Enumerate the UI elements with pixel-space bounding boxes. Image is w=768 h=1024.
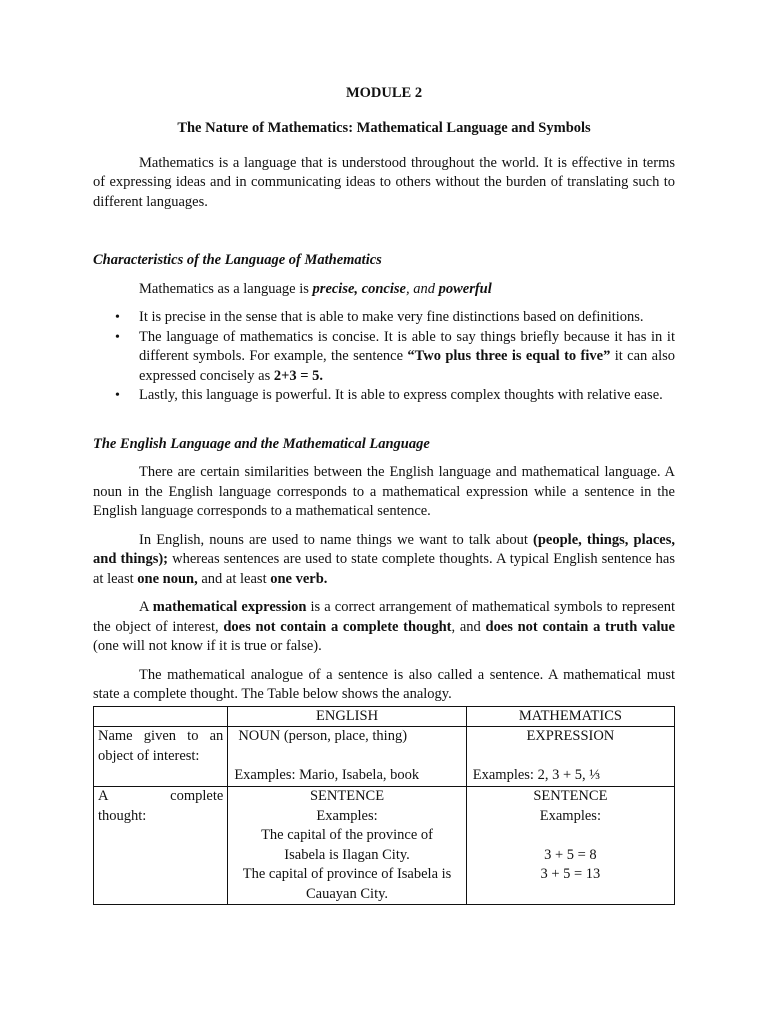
- lead-concise: concise: [361, 280, 406, 297]
- table-header-english: ENGLISH: [228, 706, 466, 727]
- table-cell-math: [466, 727, 674, 787]
- row2-label-right: complete: [170, 788, 224, 804]
- row2-math-title: SENTENCE: [533, 788, 608, 804]
- row2-english-examples-label: Examples:: [316, 807, 378, 824]
- table-cell-english: [228, 727, 466, 787]
- module-number: MODULE 2: [345, 85, 423, 101]
- bullet-dot-icon: •: [115, 329, 120, 345]
- section-heading-characteristics: Characteristics of the Language of Mathematics: [93, 252, 382, 268]
- nouns-text-2: whereas sentences are used to state complete thoughts. A typical English sentence has at least: [93, 551, 675, 587]
- row2-math-example-2: 3 + 5 = 13: [540, 866, 601, 882]
- intro-paragraph: Mathematics is a language that is understood throughout the world. It is effective in terms of expressing ideas and in communicating ideas to others without the burden of translating such to different languages.: [93, 154, 675, 210]
- row2-label-left: A: [98, 788, 109, 804]
- analogy-table: [93, 706, 675, 906]
- characteristics-list: [93, 308, 675, 406]
- list-item: [93, 308, 675, 328]
- row2-english-title: SENTENCE: [309, 788, 385, 804]
- row1-math-examples: Examples: 2, 3 + 5, ⅓: [472, 767, 601, 783]
- nouns-bold-1: (people, things, places, and things);: [93, 531, 676, 567]
- characteristics-lead: [93, 280, 675, 300]
- lead-prefix: Mathematics as a language is: [139, 280, 313, 297]
- bullet-dot-icon: •: [115, 310, 120, 325]
- document-title: The Nature of Mathematics: Mathematical Language and Symbols: [177, 120, 591, 136]
- similarities-paragraph: There are certain similarities between the English language and mathematical language. A noun in the English language corresponds to a mathematical expression while a sentence in the English language corresponds to a mathematical sentence.: [93, 464, 675, 519]
- table-header-row: [94, 706, 675, 727]
- lead-precise: precise,: [312, 280, 362, 297]
- expression-text-4: (one will not know if it is true or false).: [93, 638, 322, 654]
- nouns-paragraph: [93, 531, 675, 590]
- bullet-concise-bold-2: 2+3 = 5.: [273, 367, 324, 384]
- expression-bold-2: does not contain a complete thought: [223, 618, 452, 635]
- expression-bold-1: mathematical expression: [152, 599, 307, 615]
- row1-label: Name given to an object of interest:: [98, 728, 224, 764]
- table-cell-english: [228, 787, 466, 905]
- table-cell-math: [466, 787, 674, 905]
- document-page: [93, 84, 675, 905]
- row2-english-example-1: The capital of the province of Isabela is Ilagan City.: [261, 827, 433, 863]
- nouns-text-1: In English, nouns are used to name things we want to talk about: [139, 531, 534, 548]
- row1-english-examples: Examples: Mario, Isabela, book: [234, 767, 420, 783]
- nouns-bold-2: one noun,: [137, 570, 198, 587]
- table-row: [94, 727, 675, 787]
- table-header-blank: [94, 706, 228, 727]
- expression-paragraph: [93, 598, 675, 657]
- lead-sep: , and: [405, 280, 439, 297]
- expression-text-3: , and: [451, 618, 486, 635]
- bullet-powerful-text: Lastly, this language is powerful. It is able to express complex thoughts with relative ease.: [139, 387, 663, 403]
- table-header-math: MATHEMATICS: [466, 706, 674, 727]
- table-row: [94, 787, 675, 905]
- nouns-bold-3: one verb.: [270, 570, 328, 587]
- lead-powerful: powerful: [438, 280, 492, 297]
- section-heading-english-math: The English Language and the Mathematical Language: [93, 435, 430, 452]
- bullet-concise-text-1: The language of mathematics is concise. It is able to say things briefly because it has in it different symbols. For example, the sentence: [139, 328, 675, 364]
- table-cell-label: [94, 787, 228, 905]
- row2-math-examples-label: Examples:: [539, 807, 601, 824]
- expression-bold-3: does not contain a truth value: [485, 618, 675, 635]
- row1-math-title: EXPRESSION: [526, 728, 615, 744]
- row2-math-example-1: 3 + 5 = 8: [544, 846, 597, 863]
- bullet-concise-bold-1: “Two plus three is equal to five”: [407, 348, 611, 364]
- row2-english-example-2: The capital of province of Isabela is Cauayan City.: [242, 866, 452, 902]
- bullet-dot-icon: •: [115, 388, 120, 403]
- expression-text-2: is a correct arrangement of mathematical symbols to represent the object of interest,: [93, 599, 675, 635]
- nouns-text-3: and at least: [197, 570, 271, 587]
- analogue-paragraph: The mathematical analogue of a sentence is also called a sentence. A mathematical must state a complete thought. The Table below shows the analogy.: [93, 666, 675, 702]
- row2-label-line2: thought:: [98, 807, 147, 824]
- row2-label-line1: [98, 787, 223, 807]
- bullet-concise-text-2: it can also expressed concisely as: [139, 348, 675, 384]
- list-item: [93, 386, 675, 406]
- expression-text-1: A: [139, 599, 153, 615]
- table-cell-label: [94, 727, 228, 787]
- bullet-precise-text: It is precise in the sense that is able to make very fine distinctions based on definitions.: [139, 309, 644, 325]
- list-item: [93, 328, 675, 387]
- row1-english-title: NOUN (person, place, thing): [238, 728, 408, 744]
